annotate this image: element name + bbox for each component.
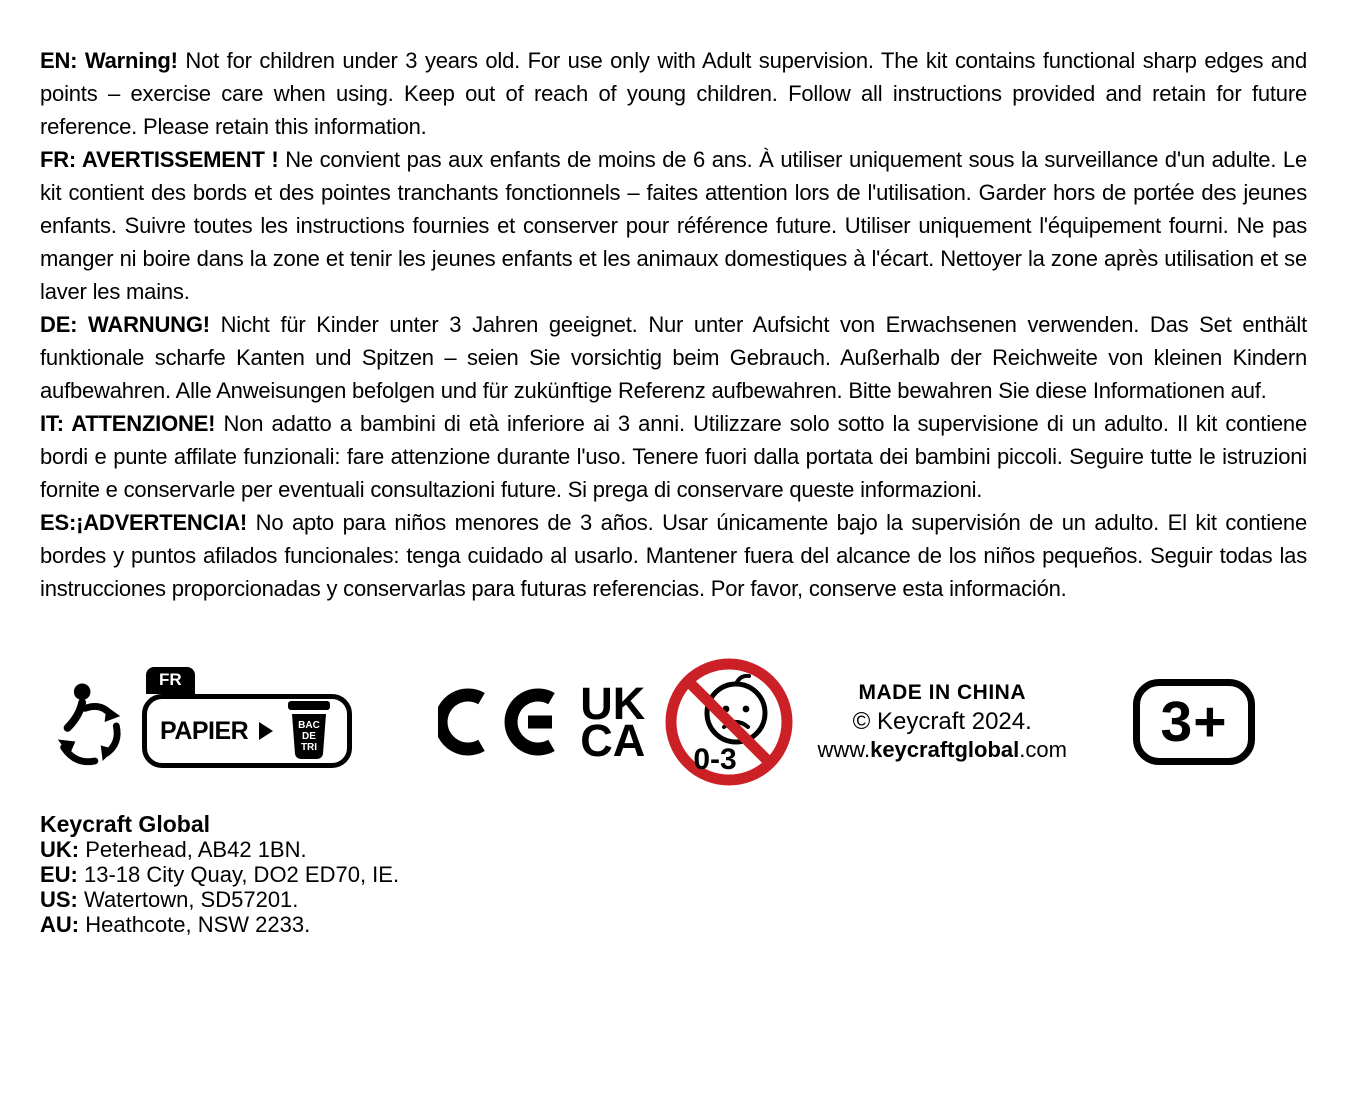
warning-lead-en: EN: Warning! <box>40 48 178 73</box>
warning-paragraph-en <box>40 44 1307 143</box>
origin-block <box>809 681 1075 763</box>
warning-body-fr: Ne convient pas aux enfants de moins de 6 ans. À utiliser uniquement sous la surveillance d'un adulte. Le kit contient des bords et des pointes tranchants fonctionnels – faites attention lors de l'utilisation. Garder hors de portée des jeunes enfants. Suivre toutes les instructions fournies et conserver pour référence future. Utiliser uniquement l'équipement fourni. Ne pas manger ni boire dans la zone et tenir les jeunes enfants et les animaux domestiques à l'écart. Nettoyer la zone après utilisation et se laver les mains. <box>40 147 1307 304</box>
triman-recycling-icon <box>50 674 128 770</box>
company-name: Keycraft Global <box>40 811 210 837</box>
bin-text-line3: TRI <box>301 742 318 753</box>
warning-body-en: Not for children under 3 years old. For use only with Adult supervision. The kit contains functional sharp edges and points – exercise care when using. Keep out of reach of young children. Follow all instructions provided and retain for future reference. Please retain this information. <box>40 48 1307 139</box>
url-prefix: www. <box>817 737 871 762</box>
fr-country-tab: FR <box>146 667 195 694</box>
address-line-eu <box>40 862 1345 887</box>
address-text-au: Heathcote, NSW 2233. <box>79 912 311 937</box>
age-0-3-warning-icon <box>663 656 795 788</box>
address-line-uk <box>40 837 1345 862</box>
warning-lead-it: IT: ATTENZIONE! <box>40 411 216 436</box>
website-url <box>809 737 1075 763</box>
warning-paragraph-de <box>40 308 1307 407</box>
warning-lead-de: DE: WARNUNG! <box>40 312 210 337</box>
warning-body-de: Nicht für Kinder unter 3 Jahren geeignet. Nur unter Aufsicht von Erwachsenen verwenden. Das Set enthält funktionale scharfe Kanten und Spitzen – seien Sie vorsichtig beim Gebrauch. Außerhalb der Reichweite von kleinen Kindern aufbewahren. Alle Anweisungen befolgen und für zukünftige Referenz aufbewahren. Bitte bewahren Sie diese Informationen auf. <box>40 312 1307 403</box>
ukca-bottom-label: CA <box>580 715 646 766</box>
warning-paragraph-it <box>40 407 1307 506</box>
address-lead-eu: EU: <box>40 862 78 887</box>
address-line-au <box>40 912 1345 937</box>
ukca-top-label: UK <box>580 678 646 729</box>
address-block <box>0 795 1345 937</box>
address-lead-us: US: <box>40 887 78 912</box>
address-text-uk: Peterhead, AB42 1BN. <box>79 837 307 862</box>
ukca-mark-icon <box>580 678 646 766</box>
warning-lead-es: ES:¡ADVERTENCIA! <box>40 510 248 535</box>
papier-sorting-badge <box>142 670 352 768</box>
papier-label: PAPIER <box>160 716 249 745</box>
warning-lead-fr: FR: AVERTISSEMENT ! <box>40 147 279 172</box>
made-in-text: MADE IN CHINA <box>858 681 1026 704</box>
url-suffix: .com <box>1019 737 1067 762</box>
age-warning-label: 0-3 <box>693 743 737 776</box>
ce-mark-icon <box>438 682 574 762</box>
copyright-text: © Keycraft 2024. <box>852 708 1032 735</box>
compliance-icon-row <box>0 649 1345 795</box>
address-lead-uk: UK: <box>40 837 80 862</box>
trash-bin-icon <box>284 701 334 761</box>
address-lead-au: AU: <box>40 912 80 937</box>
warning-paragraph-fr <box>40 143 1307 308</box>
address-text-us: Watertown, SD57201. <box>77 887 299 912</box>
address-line-us <box>40 887 1345 912</box>
url-domain: keycraftglobal <box>870 737 1020 762</box>
bin-text-line1: BAC <box>298 720 321 731</box>
age-3plus-badge <box>1133 679 1255 765</box>
papier-box <box>142 694 352 768</box>
bin-text-line2: DE <box>302 731 317 742</box>
warning-body-es: No apto para niños menores de 3 años. Usar únicamente bajo la supervisión de un adulto. El kit contiene bordes y puntos afilados funcionales: tenga cuidado al usarlo. Mantener fuera del alcance de los niños pequeños. Seguir todas las instrucciones proporcionadas y conservarlas para futuras referencias. Por favor, conserve esta información. <box>40 510 1307 601</box>
arrow-right-icon <box>259 722 273 740</box>
warning-body-it: Non adatto a bambini di età inferiore ai 3 anni. Utilizzare solo sotto la supervisione di un adulto. Il kit contiene bordi e punte affilate funzionali: fare attenzione durante l'uso. Tenere fuori dalla portata dei bambini piccoli. Seguire tutte le istruzioni fornite e conservarle per eventuali consultazioni future. Si prega di conservare queste informazioni. <box>40 411 1307 502</box>
warning-paragraph-es <box>40 506 1307 605</box>
address-text-eu: 13-18 City Quay, DO2 ED70, IE. <box>77 862 400 887</box>
age-3plus-label: 3+ <box>1160 690 1228 754</box>
